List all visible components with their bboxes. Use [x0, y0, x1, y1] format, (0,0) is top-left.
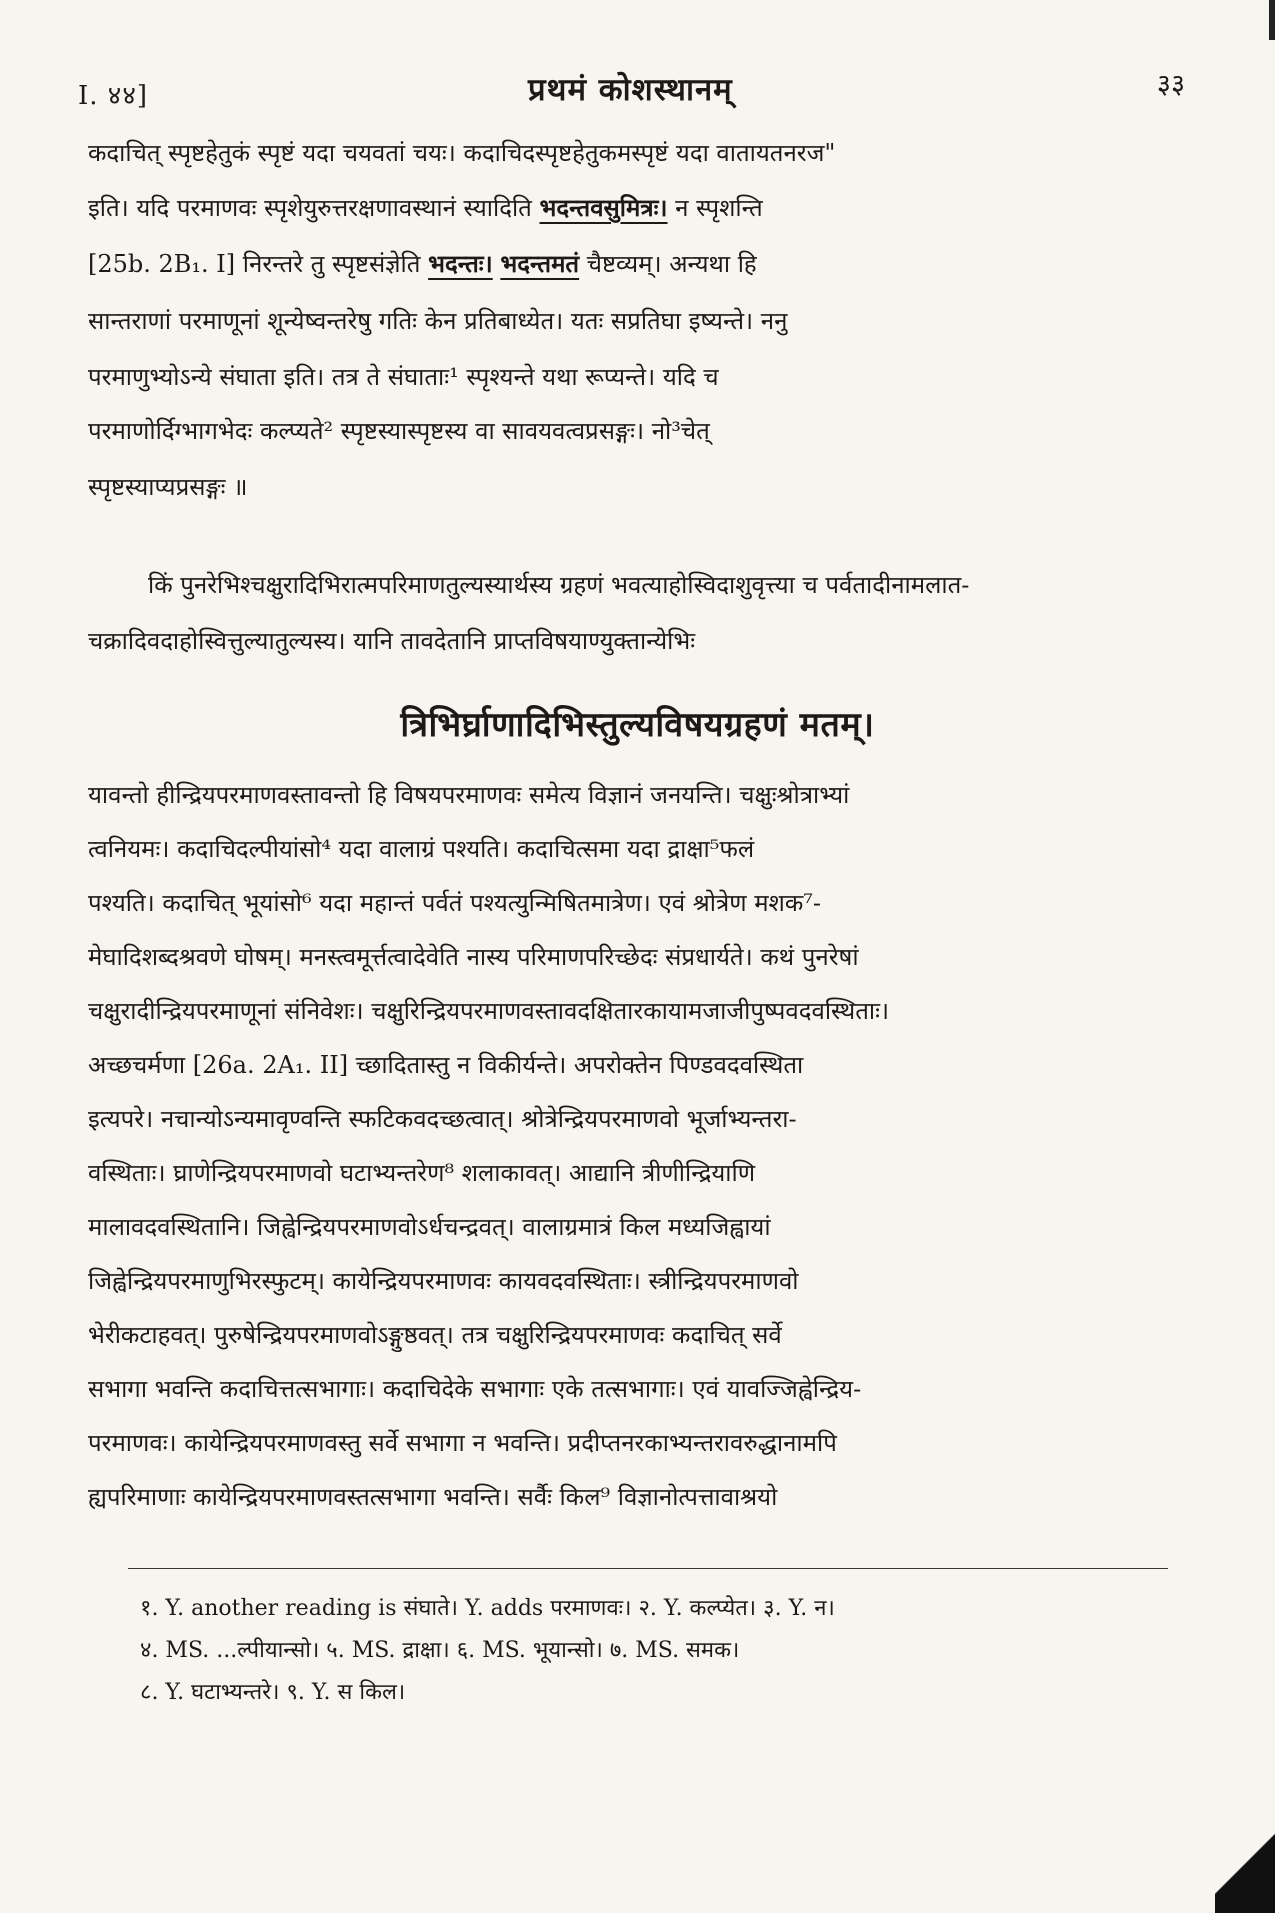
- running-title: प्रथमं कोशस्थानम्: [528, 72, 733, 108]
- text-line: स्पृष्टस्याप्यप्रसङ्गः ॥: [88, 473, 248, 501]
- footnote-line: १. Y. another reading is संघाते। Y. adds परमाणवः। २. Y. कल्प्येत। ३. Y. न।: [140, 1596, 835, 1621]
- text-line: जिह्वेन्द्रियपरमाणुभिरस्फुटम्। कायेन्द्रियपरमाणवः कायवदवस्थिताः। स्त्रीन्द्रियपरमाणवो: [88, 1267, 799, 1295]
- text-line: अच्छचर्मणा [26a. 2A₁. II] च्छादितास्तु न विकीर्यन्ते। अपरोक्तेन पिण्डवदवस्थिता: [88, 1051, 804, 1079]
- page-number: ३३: [1156, 69, 1185, 100]
- running-head: I. ४४]: [78, 81, 148, 111]
- text-line: मालावदवस्थितानि। जिह्वेन्द्रियपरमाणवोऽर्धचन्द्रवत्। वालाग्रमात्रं किल मध्यजिह्वायां: [88, 1213, 771, 1241]
- karika-verse: त्रिभिर्घ्राणादिभिस्तुल्यविषयग्रहणं मतम्।: [400, 705, 875, 745]
- text-line: [88, 192, 1158, 225]
- text-line: ह्यपरिमाणाः कायेन्द्रियपरमाणवस्तत्सभागा भवन्ति। सर्वैः किल⁹ विज्ञानोत्पत्तावाश्रयो: [88, 1483, 778, 1511]
- footnote-divider: [128, 1568, 1168, 1569]
- text-line: सान्तराणां परमाणूनां शून्येष्वन्तरेषु गतिः केन प्रतिबाध्येत। यतः सप्रतिघा इष्यन्ते। ननु: [88, 307, 788, 335]
- text-line: भेरीकटाहवत्। पुरुषेन्द्रियपरमाणवोऽङ्गुष्ठवत्। तत्र चक्षुरिन्द्रियपरमाणवः कदाचित् सर्वे: [88, 1321, 782, 1349]
- footnote-line: ८. Y. घटाभ्यन्तरे। ९. Y. स किल।: [140, 1679, 406, 1705]
- text-segment: न स्पृशन्ति: [667, 194, 763, 222]
- text-segment: इति। यदि परमाणवः स्पृशेयुरुत्तरक्षणावस्थानं स्यादिति: [88, 194, 532, 222]
- text-line: त्वनियमः। कदाचिदल्पीयांसो⁴ यदा वालाग्रं पश्यति। कदाचित्समा यदा द्राक्षा⁵फलं: [88, 835, 755, 863]
- author-name: भदन्तः।: [428, 249, 493, 278]
- scan-edge-mark: [1269, 0, 1275, 40]
- text-line: [88, 248, 1158, 281]
- text-segment: [25b. 2B₁. I] निरन्तरे तु स्पृष्टसंज्ञेति: [88, 250, 421, 278]
- page-header: [78, 62, 1185, 112]
- text-line: परमाणोर्दिग्भागभेदः कल्प्यते² स्पृष्टस्यास्पृष्टस्य वा सावयवत्वप्रसङ्गः। नो³चेत्: [88, 417, 710, 445]
- text-line: पश्यति। कदाचित् भूयांसो⁶ यदा महान्तं पर्वतं पश्यत्युन्मिषितमात्रेण। एवं श्रोत्रेण मशक⁷-: [88, 889, 822, 917]
- footnotes: [140, 1588, 1160, 1713]
- footnote-line: ४. MS. ...ल्पीयान्सो। ५. MS. द्राक्षा। ६. MS. भूयान्सो। ७. MS. समक।: [140, 1637, 740, 1663]
- text-segment: चैष्टव्यम्। अन्यथा हि: [579, 250, 757, 278]
- text-line: चक्रादिवदाहोस्वित्तुल्यातुल्यस्य। यानि तावदेतानि प्राप्तविषयाण्युक्तान्येभिः: [88, 627, 696, 655]
- text-line: मेघादिशब्दश्रवणे घोषम्। मनस्त्वमूर्त्तत्वादेवेति नास्य परिमाणपरिच्छेदः संप्रधार्यते। कथं पुनरेषां: [88, 943, 859, 971]
- author-name: भदन्तवसुमित्रः।: [539, 193, 668, 222]
- author-name: भदन्तमतं: [500, 249, 580, 278]
- scan-corner-shadow: [1215, 1813, 1275, 1913]
- text-line: परमाणवः। कायेन्द्रियपरमाणवस्तु सर्वे सभागा न भवन्ति। प्रदीप्तनरकाभ्यन्तरावरुद्धानामपि: [88, 1429, 837, 1457]
- text-line: किं पुनरेभिश्चक्षुरादिभिरात्मपरिमाणतुल्यस्यार्थस्य ग्रहणं भवत्याहोस्विदाशुवृत्त्या च पर्वतादीनामलात-: [148, 571, 970, 599]
- text-line: कदाचित् स्पृष्टहेतुकं स्पृष्टं यदा चयवतां चयः। कदाचिदस्पृष्टहेतुकमस्पृष्टं यदा वातायतनरज": [88, 139, 836, 167]
- text-line: परमाणुभ्योऽन्ये संघाता इति। तत्र ते संघाताः¹ स्पृश्यन्ते यथा रूप्यन्ते। यदि च: [88, 363, 719, 391]
- text-line: वस्थिताः। घ्राणेन्द्रियपरमाणवो घटाभ्यन्तरेण⁸ शलाकावत्। आद्यानि त्रीणीन्द्रियाणि: [88, 1159, 756, 1187]
- text-line: इत्यपरे। नचान्योऽन्यमावृण्वन्ति स्फटिकवदच्छत्वात्। श्रोत्रेन्द्रियपरमाणवो भूर्जाभ्यन्तरा-: [88, 1105, 797, 1133]
- text-line: यावन्तो हीन्द्रियपरमाणवस्तावन्तो हि विषयपरमाणवः समेत्य विज्ञानं जनयन्ति। चक्षुःश्रोत्राभ्यां: [88, 781, 850, 809]
- text-line: चक्षुरादीन्द्रियपरमाणूनां संनिवेशः। चक्षुरिन्द्रियपरमाणवस्तावदक्षितारकायामजाजीपुष्पवदवस्थिताः।: [88, 997, 890, 1025]
- text-line: सभागा भवन्ति कदाचित्तत्सभागाः। कदाचिदेके सभागाः एके तत्सभागाः। एवं यावज्जिह्वेन्द्रिय-: [88, 1375, 862, 1403]
